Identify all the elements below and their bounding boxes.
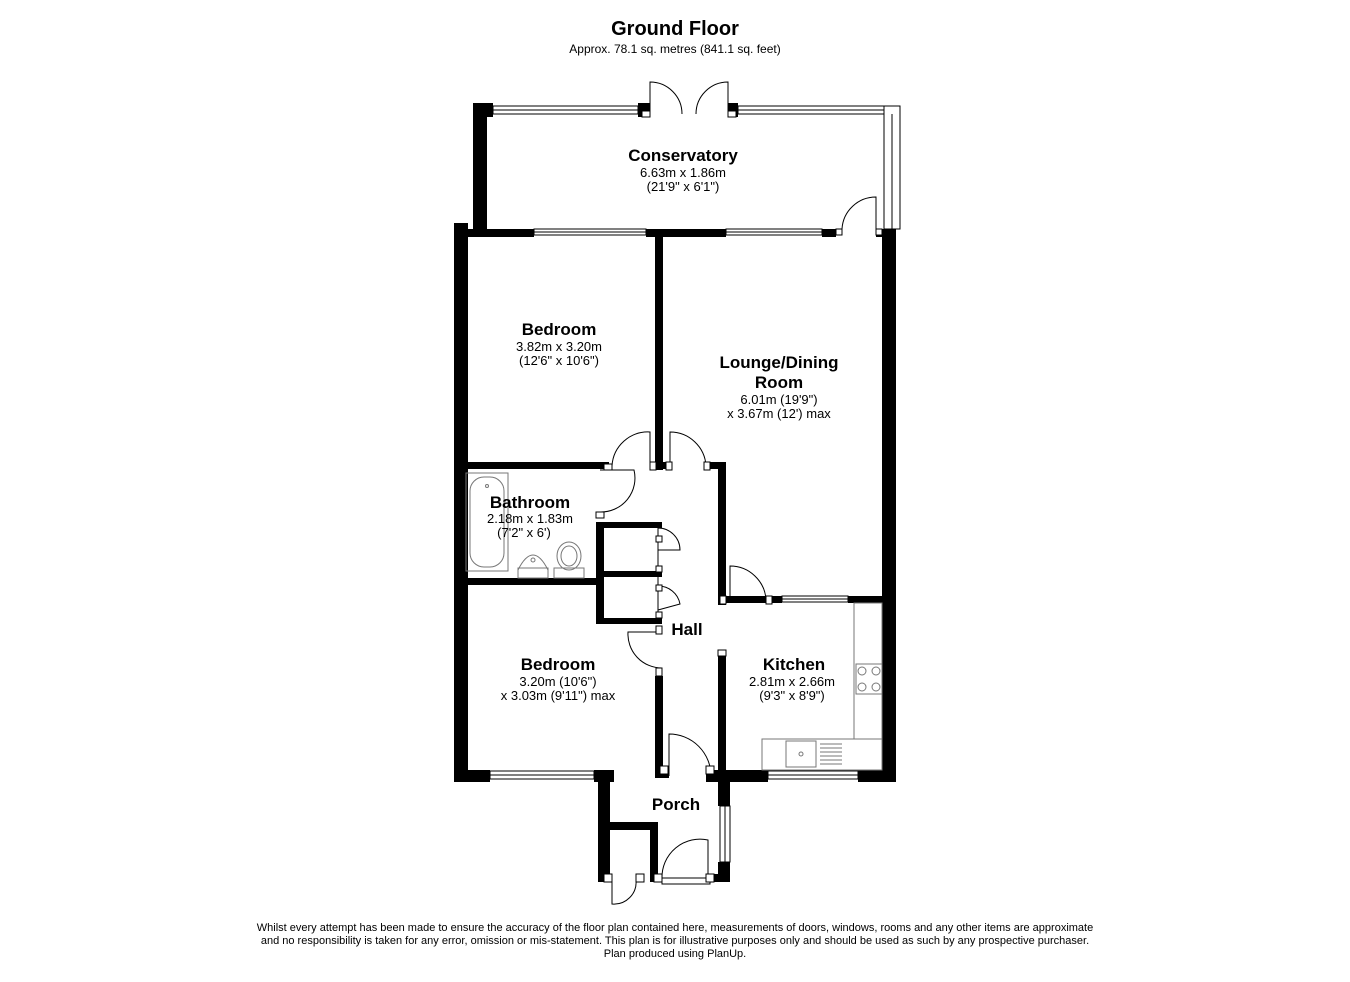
door-conservatory-right [696,82,728,114]
conservatory-name: Conservatory [628,146,738,165]
porch-east-wall-top [718,776,730,806]
disclaimer [250,922,1100,961]
door-bedroom1 [612,432,650,466]
bedroom-bathroom-partition [468,462,602,469]
door-porch-hall [669,734,711,776]
door-markers [596,111,882,882]
hob-ring-1 [858,667,866,675]
door-bathroom [600,470,635,512]
door-kitchen [730,566,766,600]
bathroom-bedroom-partition [468,578,602,585]
kitchen-name: Kitchen [762,655,826,674]
kitchen-imperial: (9'3" x 8'9") [759,688,825,703]
conservatory-left-wall [473,103,487,233]
cupboard-bottom-wall [596,618,662,624]
sink-drainer [820,744,842,764]
porch-west-wall [598,770,610,882]
hob-ring-4 [872,683,880,691]
bathroom-name: Bathroom [489,493,571,512]
conservatory-top-wall-left-end [487,103,493,117]
front-door [662,839,708,878]
bedroom1-name: Bedroom [521,320,597,339]
south-wall-e [858,770,896,782]
plan-title: Ground Floor [611,18,739,40]
north-wall-a [468,229,534,237]
bathroom-imperial: (7'2" x 6') [497,525,551,540]
sink-drain [799,752,803,756]
disclaimer-text: Whilst every attempt has been made to ensure the accuracy of the floor plan contained here, measurements of doors, windows, rooms and any other items are approximate and no responsibility is taken for any error, omission or mis-statement. This plan is for illustrative purposes only and should be used as such by any prospective purchaser. [256,922,1094,947]
lounge-length: 6.01m (19'9") [740,392,818,407]
bedroom1-imperial: (12'6" x 10'6") [519,353,599,368]
hob-ring-3 [858,683,866,691]
hall-name: Hall [671,620,703,639]
front-door-threshold [662,878,710,884]
porch-name: Porch [651,795,701,814]
bedroom2-width: x 3.03m (9'11") max [500,688,616,703]
windows [490,106,900,862]
hob [856,664,882,694]
toilet-seat [561,546,577,566]
sink-bowl [786,741,816,767]
plan-area: Approx. 78.1 sq. metres (841.1 sq. feet) [569,42,781,56]
conservatory-imperial: (21'9" x 6'1") [646,179,720,194]
bedroom1-metric: 3.82m x 3.20m [516,339,602,354]
south-wall-d [706,770,768,782]
lounge-name-line1: Lounge/Dining [719,353,839,372]
porch-inner-wall [650,822,658,882]
basin-unit [518,568,548,578]
door-lounge-conservatory [842,197,876,229]
bath-tap [486,485,489,488]
cupboard-mid-wall [596,571,662,577]
hall-east-wall-lower [718,656,726,776]
lounge-width: x 3.67m (12') max [727,406,831,421]
kitchen-north-wall-right [848,596,888,603]
east-wall [882,229,896,781]
door-conservatory-left [650,82,682,114]
bathroom-metric: 2.18m x 1.83m [487,511,573,526]
bedroom-hall-partition [655,676,663,776]
bedroom2-name: Bedroom [520,655,596,674]
kitchen-metric: 2.81m x 2.66m [749,674,835,689]
north-wall-c [822,229,836,237]
door-lounge [670,432,706,466]
disclaimer-credit: Plan produced using PlanUp. [603,948,747,960]
bedroom-lounge-partition [655,233,663,470]
hob-ring-2 [872,667,880,675]
basin-drain [531,558,535,562]
door-porch-cupboard [612,880,636,904]
hall-east-wall-upper [718,462,726,605]
conservatory-metric: 6.63m x 1.86m [640,165,726,180]
bedroom2-length: 3.20m (10'6") [519,674,597,689]
lounge-name-line2: Room [754,373,804,392]
cupboard-top-wall [596,522,662,528]
door-cupboard-1 [658,528,680,572]
door-bedroom2 [628,632,662,668]
south-wall-a [454,770,490,782]
